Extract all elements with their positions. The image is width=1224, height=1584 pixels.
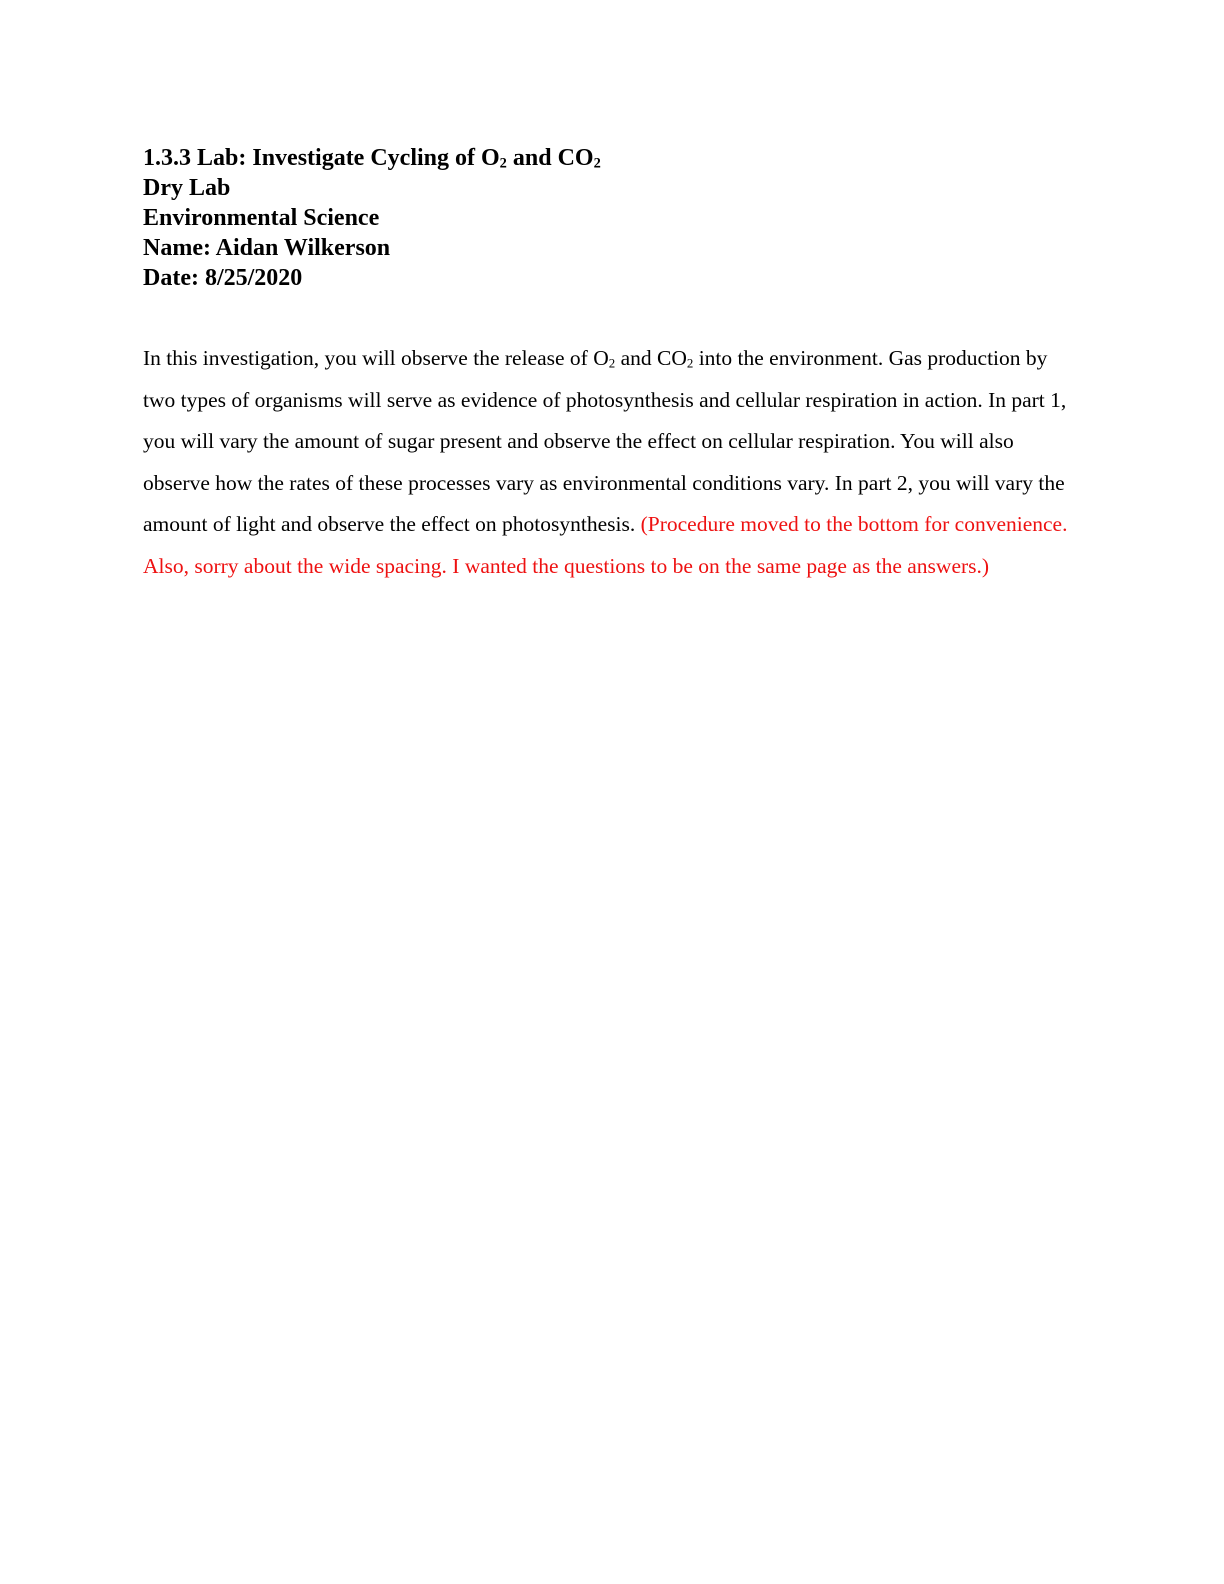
lab-subtitle: Dry Lab bbox=[143, 175, 231, 201]
procedure-note: (Procedure moved to the bottom for convenience. Also, sorry about the wide spacing. I wanted the questions to be on the same page as the answers.) bbox=[143, 512, 1068, 578]
lab-title-prefix: 1.3.3 Lab: Investigate Cycling of O bbox=[143, 145, 500, 171]
lab-title bbox=[143, 143, 1083, 173]
student-name: Name: Aidan Wilkerson bbox=[143, 235, 391, 261]
intro-paragraph bbox=[143, 338, 1083, 588]
document-header bbox=[143, 143, 1083, 293]
intro-text-part2: and CO bbox=[615, 346, 687, 370]
intro-subscript-1: 2 bbox=[608, 356, 616, 371]
lab-title-subscript-1: 2 bbox=[499, 155, 507, 172]
lab-title-mid: and CO bbox=[506, 145, 594, 171]
lab-date: Date: 8/25/2020 bbox=[143, 265, 303, 291]
lab-title-subscript-2: 2 bbox=[593, 155, 601, 172]
intro-text-part1: In this investigation, you will observe the release of O bbox=[143, 346, 609, 370]
course-name: Environmental Science bbox=[143, 205, 380, 231]
intro-text-part3: into the environment. Gas production by two types of organisms will serve as evidence of photosynthesis and cellular respiration in action. In part 1, you will vary the amount of sugar present and observe the effect on cellular respiration. You will also observe how the rates of these processes vary as environmental conditions vary. In part 2, you will vary the amount of light and observe the effect on photosynthesis. bbox=[143, 346, 1067, 537]
intro-subscript-2: 2 bbox=[686, 356, 694, 371]
